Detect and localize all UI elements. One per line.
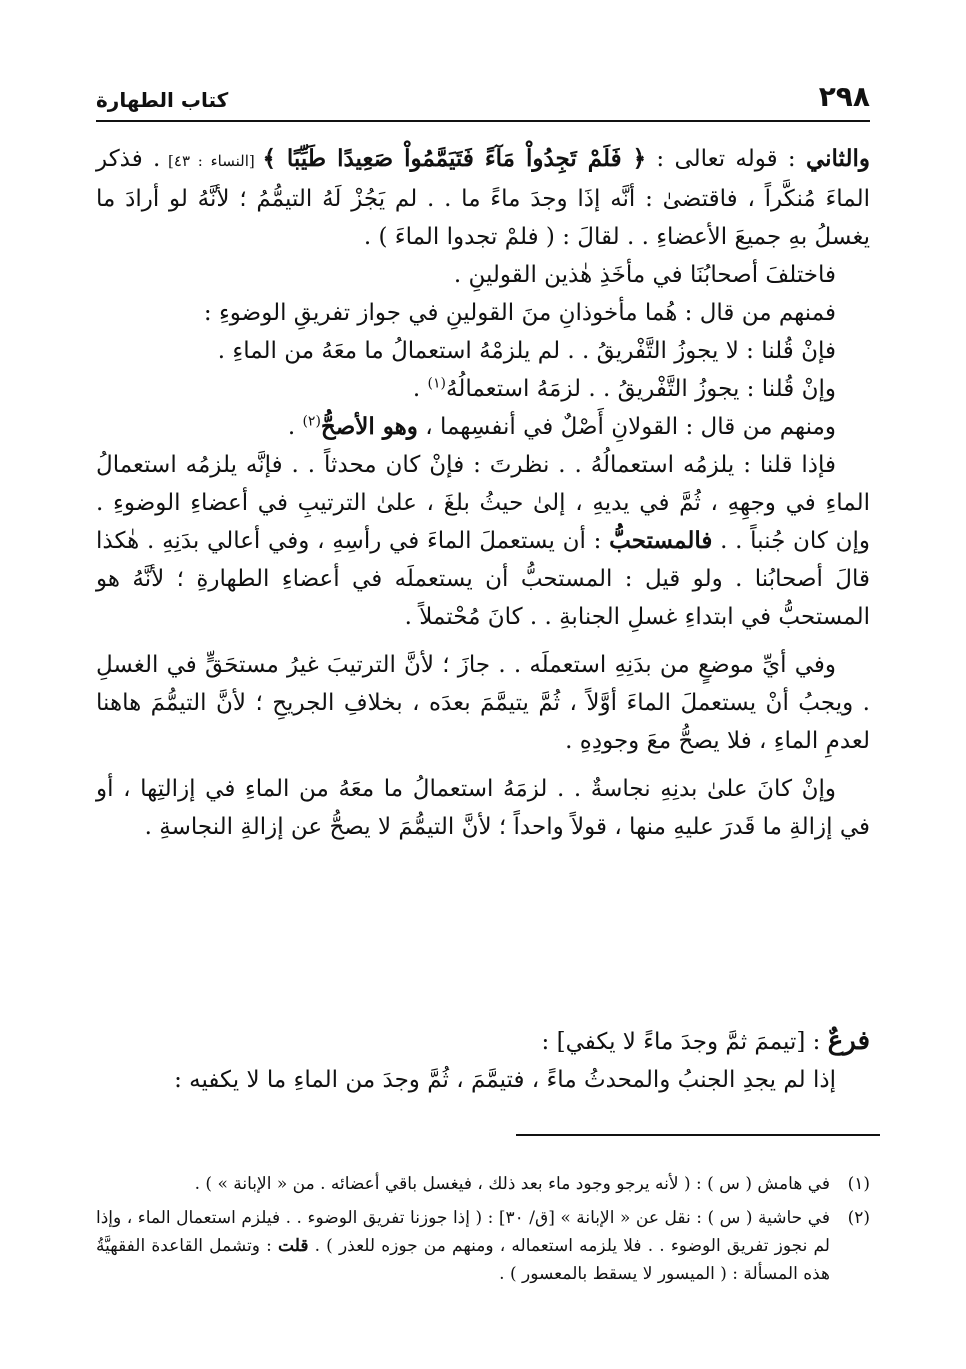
footnote-marker: (١) — [427, 375, 447, 392]
branch-title: : [تيممَ ثمَّ وجدَ ماءً لا يكفي] : — [541, 1029, 828, 1055]
footnote-divider — [516, 1134, 880, 1136]
footnote-number: (١) — [847, 1174, 870, 1194]
bold-phrase: وهو الأصحُّ — [320, 413, 418, 440]
paragraph-lead: والثاني — [805, 145, 870, 172]
main-text — [96, 140, 870, 846]
page-header — [96, 80, 870, 122]
paragraph-text: فإذا قلنا : يلزمُه استعمالُهُ . . نظرتَ : فإنْ كان محدثاً . . فإنَّه يلزمُه استعمالُ الماءِ في وجهِهِ ، ثُمَّ في يديهِ ، إلىٰ حيثُ بلغَ ، علىٰ الترتيبِ في أعضاءِ الوضوءِ . وإن كان جُنباً . . — [96, 452, 870, 554]
paragraph-text: وإنْ قُلنا : يجوزُ التَّفْريقُ . . لزمَهُ استعمالُهُ — [446, 376, 836, 402]
footnote-text-part: في حاشية ( س ) : نقل عن « الإبانة » [ق/ ٣٠] : ( إذا جوزنا تفريق الوضوء . . فيلزم استعمال الماء ، وإذا لم نجوز تفريق الوضوء . . فلا يلزمه استعماله ، ومنهم من جوزه للعذر ) . — [96, 1208, 830, 1256]
paragraph — [96, 1061, 870, 1099]
paragraph-text: . فذكر الماءَ مُنكَّراً ، فاقتضىٰ : أنَّه إذَا وجدَ ماءً ما . . لم يَجُزْ لَهُ التيمُّمُ ؛ لأنَّهُ لو أرادَ ما يغسلُ بهِ جميعَ الأعضاءِ . . لقالَ : ( فلمْ تجدوا الماءَ ) . — [96, 146, 870, 250]
paragraph-text: . — [287, 414, 303, 440]
paragraph-text: إذا لم يجدِ الجنبُ والمحدثُ ماءً ، فتيمَّمَ ، ثُمَّ وجدَ من الماءِ ما لا يكفيه : — [174, 1067, 836, 1093]
branch-section — [96, 1022, 870, 1099]
quran-verse: ﴿ فَلَمْ تَجِدُواْ مَآءً فَتَيَمَّمُواْ صَعِيدًا طَيِّبًا ﴾ — [262, 145, 647, 172]
paragraph-text: فمنهم من قال : هُما مأخوذانِ منَ القولينِ في جواز تفريقِ الوضوءِ : — [203, 300, 836, 326]
footnote-text — [96, 1204, 830, 1288]
footnote-number: (٢) — [847, 1208, 870, 1228]
paragraph-text: : أن يستعملَ الماءَ في رأسِهِ ، وفي أعالي بدَنِهِ . هٰكذا قالَ أصحابُنا . ولو قيل : المستحبُّ أن يستعملَه في أعضاءِ الطهارةِ ؛ لأنَّهُ هو المستحبُّ في ابتداءِ غسلِ الجنابةِ . . كانَ مُحْتملاً . — [96, 528, 870, 630]
running-title: كتاب الطهارة — [96, 88, 229, 112]
paragraph-text: . — [412, 376, 428, 402]
paragraph — [96, 294, 870, 332]
branch-label: فرعٌ — [827, 1026, 870, 1056]
paragraph-text: وإنْ كانَ علىٰ بدنِهِ نجاسةٌ . . لزمَهُ استعمالُ ما معَهُ من الماءِ في إزالتِها ، أو في إزالةِ ما قَدرَ عليهِ منها ، قولاً واحداً ؛ لأنَّ التيمُّمَ لا يصحُّ عن إزالةِ النجاسةِ . — [96, 776, 870, 840]
paragraph — [96, 446, 870, 636]
paragraph — [96, 256, 870, 294]
paragraph-text: وفي أيِّ موضعٍ من بدَنِهِ استعملَه . . جازَ ؛ لأنَّ الترتيبَ غيرُ مستحَقٍّ في الغسلِ . ويجبُ أنْ يستعملَ الماءَ أوَّلاً ، ثُمَّ يتيمَّمَ بعدَه ، بخلافِ الجريحِ ؛ لأنَّ التيمُّمَ هاهنا لعدمِ الماءِ ، فلا يصحُّ معَ وجودِهِ . — [96, 652, 870, 754]
paragraph — [96, 646, 870, 760]
page-number: ٢٩٨ — [818, 80, 870, 113]
bold-phrase: قلت — [278, 1236, 309, 1256]
footnote — [96, 1204, 870, 1288]
paragraph — [96, 408, 870, 446]
footnote-text-part: : وتشمل القاعدة الفقهيَّةُ هذه المسألة : ( الميسور لا يسقط بالمعسور ) . — [96, 1236, 830, 1284]
footnotes — [96, 1170, 870, 1294]
bold-phrase: فالمستحبُّ — [609, 527, 713, 554]
paragraph — [96, 770, 870, 846]
verse-reference: [النساء : ٤٣] — [160, 152, 263, 170]
paragraph — [96, 370, 870, 408]
footnote — [96, 1170, 870, 1198]
paragraph — [96, 332, 870, 370]
paragraph-text: فاختلفَ أصحابُنَا في مأخَذِ هٰذين القولينِ . — [453, 262, 836, 288]
footnote-marker: (٢) — [302, 413, 321, 430]
paragraph-quran-verse — [96, 140, 870, 256]
footnote-text: في هامش ( س ) : ( لأنه يرجو وجود ماء بعد ذلك ، فيغسل باقي أعضائه . من « الإبانة » ) . — [194, 1174, 830, 1194]
branch-heading — [96, 1022, 870, 1061]
paragraph-text: ومنهم من قال : القولانِ أَصْلٌ في أنفسِهما ، — [417, 414, 836, 440]
paragraph-text: : قوله تعالى : — [646, 146, 806, 172]
paragraph-text: فإنْ قُلنا : لا يجوزُ التَّفْريقُ . . لم يلزمْهُ استعمالُ ما معَهُ من الماءِ . — [217, 338, 836, 364]
